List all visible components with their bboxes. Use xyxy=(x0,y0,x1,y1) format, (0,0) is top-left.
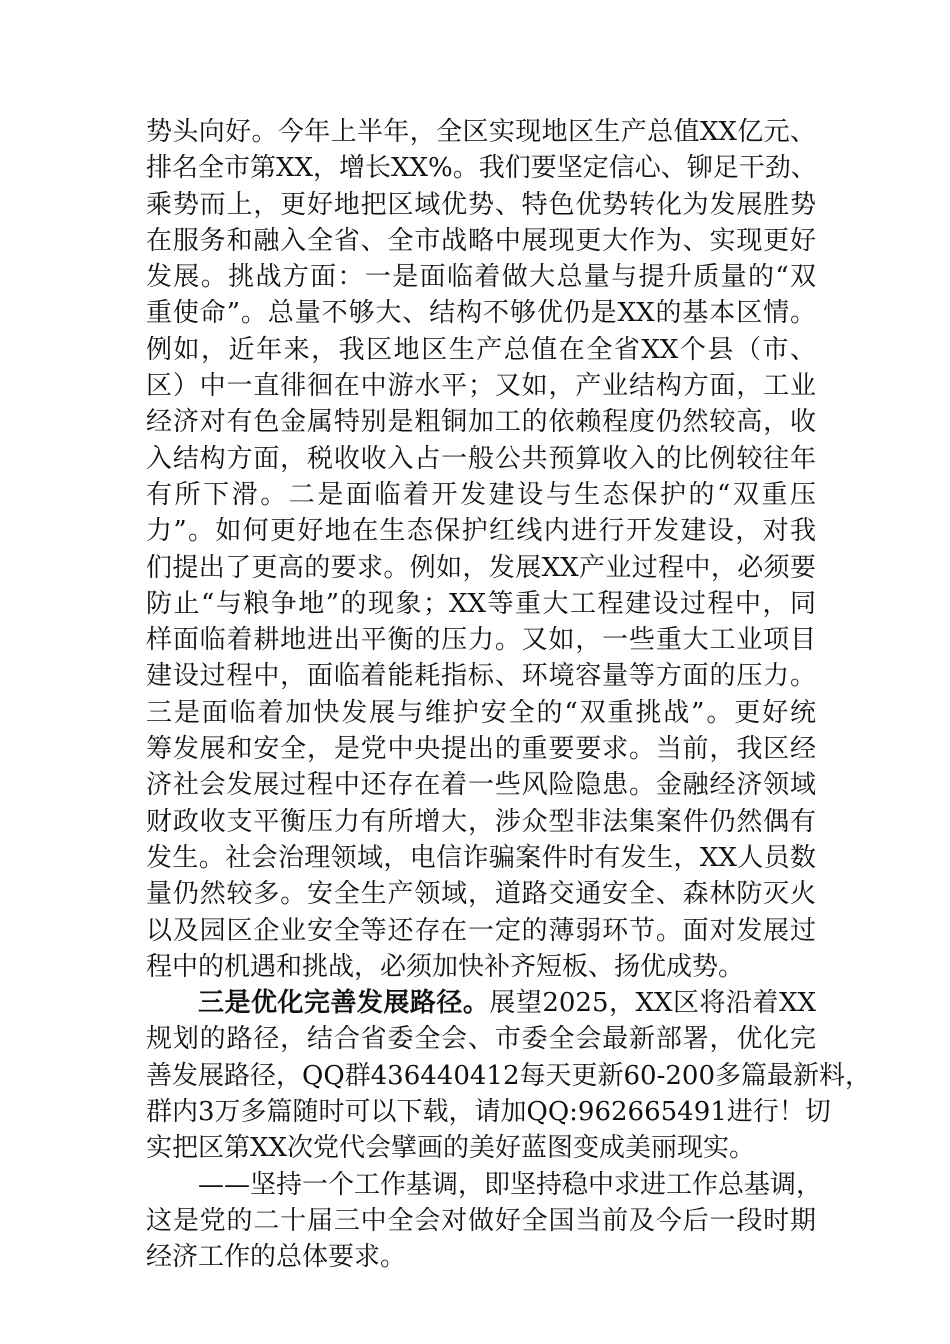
text-line: 入结构方面，税收收入占一般公共预算收入的比例较往年 xyxy=(146,443,816,474)
text-line: 例如，近年来，我区地区生产总值在全省XX个县（市、 xyxy=(146,334,816,365)
text-line: 经济工作的总体要求。 xyxy=(146,1242,407,1273)
text-line-with-heading xyxy=(146,985,816,1021)
document-body xyxy=(146,114,872,1276)
text-line: 防止“与粮争地”的现象；XX等重大工程建设过程中，同 xyxy=(146,588,816,619)
text-line: 这是党的二十届三中全会对做好全国当前及今后一段时期 xyxy=(146,1205,816,1236)
text-line: 善发展路径，QQ群436440412每天更新60-200多篇最新料， xyxy=(146,1060,872,1091)
text-line: 财政收支平衡压力有所增大，涉众型非法集案件仍然偶有 xyxy=(146,806,816,837)
text-line: 样面临着耕地进出平衡的压力。又如，一些重大工业项目 xyxy=(146,625,816,656)
text-line: 势头向好。今年上半年，全区实现地区生产总值XX亿元、 xyxy=(146,117,816,147)
text-line: 济社会发展过程中还存在着一些风险隐患。金融经济领域 xyxy=(146,770,816,801)
section-heading: 三是优化完善发展路径。 xyxy=(198,988,490,1019)
text-line: 筹发展和安全，是党中央提出的重要要求。当前，我区经 xyxy=(146,734,816,765)
paragraph-development-path xyxy=(146,985,872,1166)
text-line: 量仍然较多。安全生产领域，道路交通安全、森林防灭火 xyxy=(146,879,816,910)
paragraph-work-keynote xyxy=(146,1167,823,1276)
text-line: ——坚持一个工作基调，即坚持稳中求进工作总基调， xyxy=(198,1169,823,1200)
paragraph-challenges xyxy=(146,114,816,985)
text-line: 在服务和融入全省、全市战略中展现更大作为、实现更好 xyxy=(146,225,816,256)
text-line: 三是面临着加快发展与维护安全的“双重挑战”。更好统 xyxy=(146,697,816,728)
text-line: 以及园区企业安全等还存在一定的薄弱环节。面对发展过 xyxy=(146,915,816,946)
text-line: 力”。如何更好地在生态保护红线内进行开发建设，对我 xyxy=(146,516,816,547)
text-line: 程中的机遇和挑战，必须加快补齐短板、扬优成势。 xyxy=(146,951,745,982)
text-line: 发展。挑战方面：一是面临着做大总量与提升质量的“双 xyxy=(146,262,816,293)
heading-line-rest: 展望2025，XX区将沿着XX xyxy=(489,988,816,1019)
text-line: 们提出了更高的要求。例如，发展XX产业过程中，必须要 xyxy=(146,552,816,583)
text-line: 实把区第XX次党代会擘画的美好蓝图变成美丽现实。 xyxy=(146,1133,756,1164)
text-line: 经济对有色金属特别是粗铜加工的依赖程度仍然较高，收 xyxy=(146,407,816,438)
text-line: 乘势而上，更好地把区域优势、特色优势转化为发展胜势 xyxy=(146,189,816,220)
text-line: 排名全市第XX，增长XX%。我们要坚定信心、铆足干劲、 xyxy=(146,153,817,184)
text-line: 建设过程中，面临着能耗指标、环境容量等方面的压力。 xyxy=(146,661,816,692)
text-line: 发生。社会治理领域，电信诈骗案件时有发生，XX人员数 xyxy=(146,842,816,873)
text-line: 群内3万多篇随时可以下载，请加QQ:962665491进行！切 xyxy=(146,1097,831,1128)
text-line: 区）中一直徘徊在中游水平；又如，产业结构方面，工业 xyxy=(146,371,816,402)
text-line: 重使命”。总量不够大、结构不够优仍是XX的基本区情。 xyxy=(146,298,816,329)
text-line: 有所下滑。二是面临着开发建设与生态保护的“双重压 xyxy=(146,479,816,510)
text-line: 规划的路径，结合省委全会、市委全会最新部署，优化完 xyxy=(146,1024,816,1055)
